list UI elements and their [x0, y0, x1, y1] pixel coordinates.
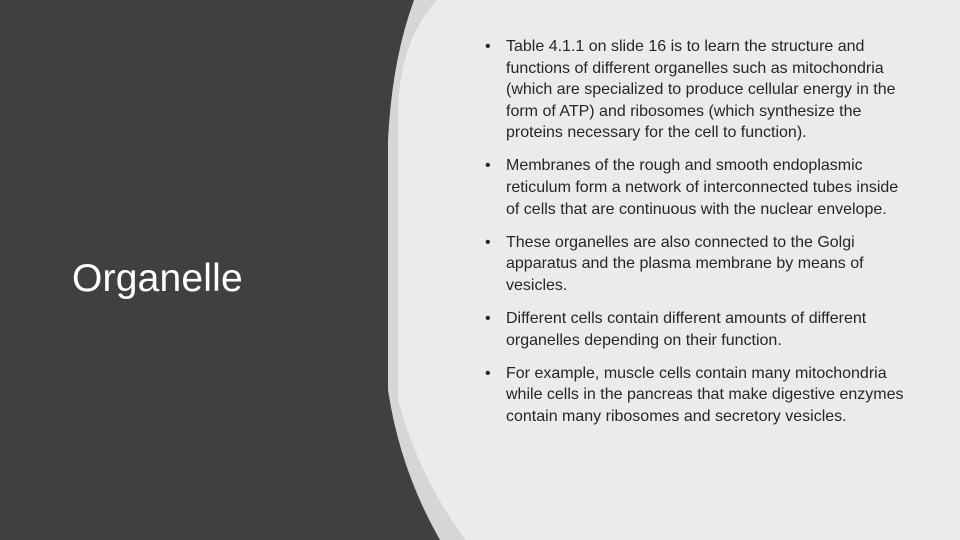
- list-item: [485, 308, 915, 351]
- bullet-list: [485, 36, 915, 439]
- list-item: [485, 36, 915, 144]
- bullet-text: Different cells contain different amounts of different organelles depending on their function.: [506, 310, 867, 349]
- bullet-text: For example, muscle cells contain many mitochondria while cells in the pancreas that make digestive enzymes contain many ribosomes and secretory vesicles.: [506, 364, 904, 425]
- slide-title: Organelle: [72, 257, 243, 300]
- list-item: [485, 232, 915, 297]
- bullet-icon: •: [485, 157, 491, 175]
- bullet-text: These organelles are also connected to the Golgi apparatus and the plasma membrane by means of vesicles.: [506, 233, 864, 294]
- list-item: [485, 363, 915, 428]
- bullet-icon: •: [485, 38, 491, 55]
- bullet-icon: •: [485, 364, 491, 382]
- list-item: [485, 155, 915, 220]
- bullet-text: Membranes of the rough and smooth endoplasmic reticulum form a network of interconnected tubes inside of cells that are continuous with the nuclear envelope.: [506, 157, 899, 218]
- bullet-icon: •: [485, 310, 491, 328]
- bullet-text: Table 4.1.1 on slide 16 is to learn the structure and functions of different organelles such as mitochondria (which are specialized to produce cellular energy in the form of ATP) and ribosomes (which synthesize the proteins necessary for the cell to function).: [506, 38, 896, 142]
- bullet-icon: •: [485, 233, 491, 251]
